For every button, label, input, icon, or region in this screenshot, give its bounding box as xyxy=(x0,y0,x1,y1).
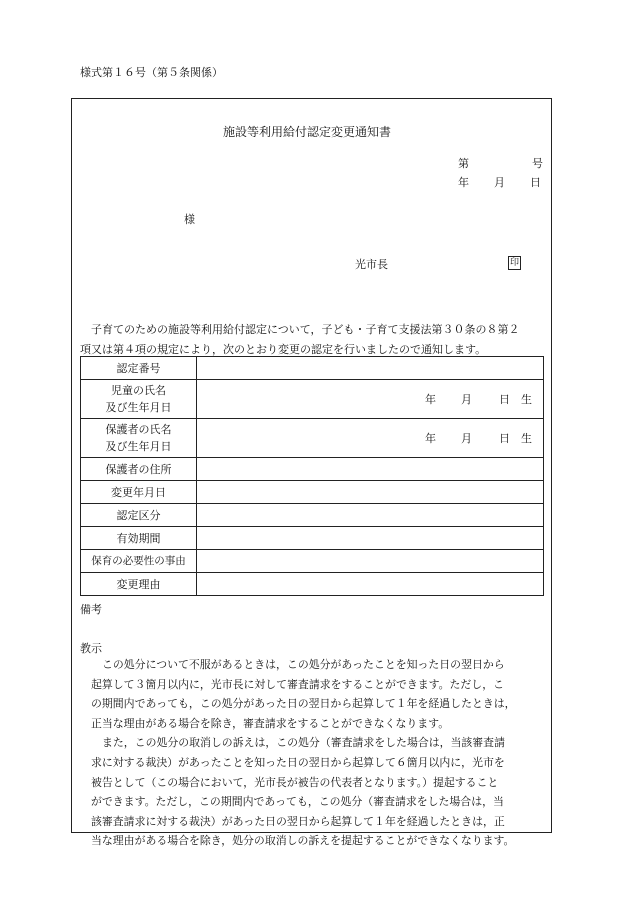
value-change-reason xyxy=(197,573,544,596)
instruction-label: 教示 xyxy=(80,642,102,655)
instruction-line: ができます。ただし，この期間内であっても，この処分（審査請求をした場合は，当 xyxy=(91,795,504,809)
value-care-need-reason xyxy=(197,550,544,573)
table-row xyxy=(81,380,544,419)
date-day: 日 xyxy=(530,176,541,189)
instruction-line: また，この処分の取消しの訴えは，この処分（審査請求をした場合は，当該審査請 xyxy=(102,736,505,750)
table-row xyxy=(81,550,544,573)
label-care-need-reason: 保育の必要性の事由 xyxy=(81,550,197,573)
value-change-date xyxy=(197,481,544,504)
birth-day: 日 xyxy=(499,393,510,406)
label-change-date: 変更年月日 xyxy=(81,481,197,504)
birth-day: 日 xyxy=(499,432,510,445)
doc-number-prefix: 第 xyxy=(458,157,469,170)
instruction-line: 起算して３箇月以内に，光市長に対して審査請求をすることができます。ただし，こ xyxy=(91,677,504,691)
instruction-line: の期間内であっても，この処分があった日の翌日から起算して１年を経過したときは， xyxy=(91,697,516,711)
label-cert-category: 認定区分 xyxy=(81,504,197,527)
instruction-text xyxy=(80,655,516,851)
birth-month: 月 xyxy=(461,393,472,406)
label-change-reason: 変更理由 xyxy=(81,573,197,596)
document-title: 施設等利用給付認定変更通知書 xyxy=(223,125,392,139)
label-child-name: 児童の氏名 及び生年月日 xyxy=(81,380,197,419)
label-cert-number: 認定番号 xyxy=(81,357,197,380)
recipient-suffix: 様 xyxy=(184,213,195,226)
value-cert-number xyxy=(197,357,544,380)
instruction-line: 求に対する裁決）があったことを知った日の翌日から起算して６箇月以内に，光市を xyxy=(91,755,505,769)
intro-text xyxy=(80,320,520,360)
value-guardian-name xyxy=(197,419,544,458)
table-row xyxy=(81,504,544,527)
table-row xyxy=(81,357,544,380)
value-valid-period xyxy=(197,527,544,550)
table-row xyxy=(81,458,544,481)
instruction-line: 被告として（この場合において，光市長が被告の代表者となります。）提起すること xyxy=(91,775,499,789)
issuer-name: 光市長 xyxy=(355,258,388,271)
instruction-line: 該審査請求に対する裁決）があった日の翌日から起算して１年を経過したときは，正 xyxy=(91,814,505,828)
form-number: 様式第１６号（第５条関係） xyxy=(80,66,223,79)
birth-suffix: 生 xyxy=(521,393,532,406)
table-row xyxy=(81,573,544,596)
value-child-name xyxy=(197,380,544,419)
instruction-line: この処分について不服があるときは，この処分があったことを知った日の翌日から xyxy=(102,658,505,671)
date-year: 年 xyxy=(458,176,469,189)
birth-suffix: 生 xyxy=(521,432,532,445)
table-row xyxy=(81,419,544,458)
value-guardian-address xyxy=(197,458,544,481)
intro-line: 子育てのための施設等利用給付認定について，子ども・子育て支援法第３０条の８第２ xyxy=(91,323,520,336)
doc-number-suffix: 号 xyxy=(532,157,543,170)
table-row xyxy=(81,481,544,504)
value-cert-category xyxy=(197,504,544,527)
label-valid-period: 有効期間 xyxy=(81,527,197,550)
seal-mark: 印 xyxy=(509,258,519,268)
instruction-line: 正当な理由がある場合を除き，審査請求をすることができなくなります。 xyxy=(91,716,450,730)
change-detail-table xyxy=(80,356,544,596)
birth-year: 年 xyxy=(425,393,436,406)
instruction-line: 当な理由がある場合を除き，処分の取消しの訴えを提起することができなくなります。 xyxy=(91,834,515,848)
label-guardian-address: 保護者の住所 xyxy=(81,458,197,481)
intro-line: 項又は第４項の規定により，次のとおり変更の認定を行いましたので通知します。 xyxy=(80,343,487,356)
label-guardian-name: 保護者の氏名 及び生年月日 xyxy=(81,419,197,458)
birth-month: 月 xyxy=(461,432,472,445)
table-row xyxy=(81,527,544,550)
remarks-label: 備考 xyxy=(80,603,102,616)
date-month: 月 xyxy=(494,176,505,189)
birth-year: 年 xyxy=(425,432,436,445)
